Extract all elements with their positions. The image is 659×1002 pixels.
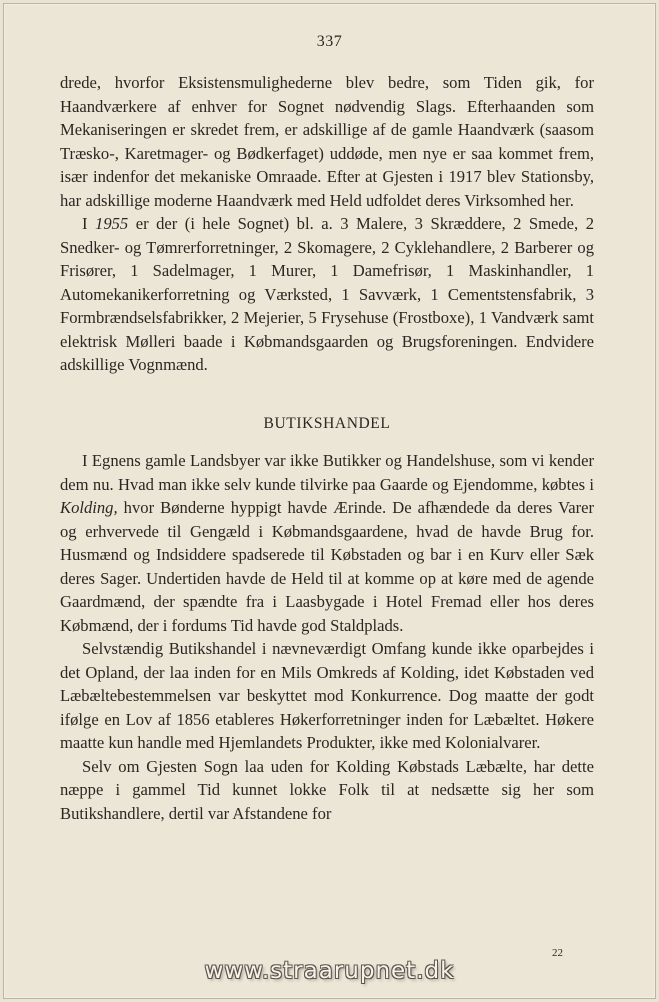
paragraph-village-trade-prefix: I Egnens gamle Landsbyer var ikke Butikker og Handelshuse, som vi kender dem nu. Hvad man ikke selv kunde tilvirke paa Gaarde og Ejendomme, købtes i [60, 451, 594, 494]
place-kolding: Kolding, [60, 498, 118, 517]
paragraph-trades-prefix: I [82, 214, 96, 233]
year-1955: 1955 [95, 214, 129, 233]
paragraph-trades-text: er der (i hele Sognet) bl. a. 3 Malere, 3 Skræddere, 2 Smede, 2 Snedker- og Tømrerforretninger, 2 Skomagere, 2 Cyklehandlere, 2 Barberer og Frisører, 1 Sadelmager, 1 Murer, 1 Damefrisør, 1 Maskinhandler, 1 Automekanikerforretning og Værksted, 1 Savværk, 1 Cementstensfabrik, 3 Formbrændselsfabrikker, 2 Mejerier, 5 Frysehuse (Frostboxe), 1 Vandværk samt elektrisk Mølleri baade i Købmandsgaarden og Brugsforeningen. Endvidere adskillige Vognmænd. [60, 214, 594, 374]
page-body [60, 71, 594, 825]
paragraph-village-trade-text: hvor Bønderne hyppigt havde Ærinde. De afhændede da deres Varer og erhvervede til Gengæld i Købmandsgaardene, hvad de havde Brug for. Husmænd og Indsiddere spadserede til Købstaden og bar i en Kurv eller Sæk deres Sager. Undertiden havde de Held til at komme op at køre med de agende Gaardmænd, der spændte fra i Laasbygade i Hotel Fremad eller hos deres Købmænd, der i fordums Tid havde god Staldplads. [60, 498, 594, 635]
section-heading-butikshandel: BUTIKSHANDEL [263, 414, 391, 432]
paragraph-village-trade [60, 449, 594, 637]
paragraph-craftsmen-history: drede, hvorfor Eksistensmulighederne blev bedre, som Tiden gik, for Haandværkere af enhver for Sognet nødvendig Slags. Efterhaanden som Mekaniseringen er skredet frem, er adskillige af de gamle Haandværk (saasom Træsko-, Karetmager- og Bødkerfaget) uddøde, men nye er saa kommet frem, især indenfor det mekaniske Omraade. Efter at Gjesten i 1917 blev Stationsby, har adskillige moderne Haandværk med Held udfoldet deres Virksomhed her. [60, 73, 594, 210]
paragraph-gjesten-parish: Selv om Gjesten Sogn laa uden for Kolding Købstads Læbælte, har dette næppe i gammel Tid kunnet lokke Folk til at nedsætte sig her som Butikshandlere, dertil var Afstandene for [60, 756, 594, 823]
watermark-logo: www.straarupnet.dk [204, 958, 455, 984]
signature-mark: 22 [552, 947, 563, 959]
page-number: 337 [316, 33, 343, 50]
paragraph-trades-1955 [60, 212, 594, 377]
paragraph-shop-trade-restrictions: Selvstændig Butikshandel i nævneværdigt Omfang kunde ikke oparbejdes i det Opland, der laa inden for en Mils Omkreds af Kolding, idet Købstaden ved Læbæltebestemmelsen var beskyttet mod Konkurrence. Dog maatte der godt ifølge en Lov af 1856 etableres Høkerforretninger inden for Læbæltet. Høkere maatte kun handle med Hjemlandets Produkter, ikke med Kolonialvarer. [60, 639, 594, 752]
